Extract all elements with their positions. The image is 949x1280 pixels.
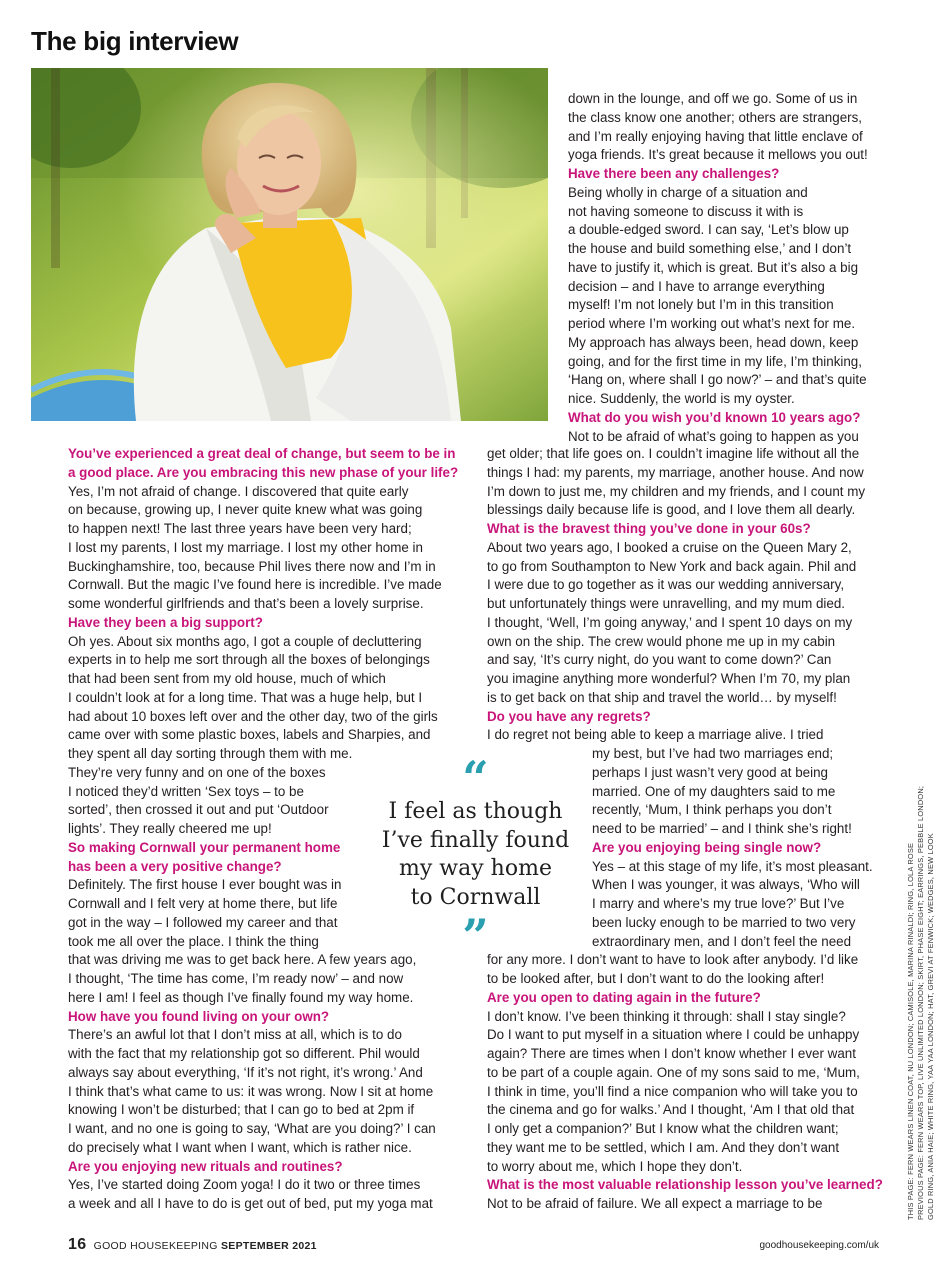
answer-line: extraordinary men, and I don’t feel the need <box>592 933 852 949</box>
answer-line: but unfortunately things were unravelling, and my mum died. <box>487 596 846 611</box>
answer-line: with the fact that my relationship got so different. Phil would <box>68 1046 420 1061</box>
answer-line: the house and build something else,’ and I don’t <box>568 241 852 256</box>
answer-line: to be part of a couple again. One of my sons said to me, ‘Mum, <box>487 1064 860 1080</box>
answer-line: you imagine anything more wonderful? When I’m 70, my plan <box>487 671 851 686</box>
answer-line: a double-edged sword. I can say, ‘Let’s blow up <box>568 222 849 238</box>
answer-line: took me all over the place. I think the thing <box>68 933 319 949</box>
answer-line: Cornwall. But the magic I’ve found here is incredible. I’ve made <box>68 577 442 593</box>
answer-line: that had been sent from my old house, much of which <box>68 671 386 686</box>
answer-line: Yes, I’m not afraid of change. I discovered that quite early <box>68 483 409 499</box>
answer-line: I thought, ‘The time has come, I’m ready now’ – and now <box>68 971 404 986</box>
answer-line: I think that’s what came to us: it was wrong. Now I sit at home <box>68 1083 434 1099</box>
open-quote-icon: “ <box>462 751 489 805</box>
answer-line: yoga friends. It’s great because it mellows you out! <box>568 147 868 163</box>
answer-line: Not to be afraid of failure. We all expect a marriage to be <box>487 1196 823 1211</box>
answer-line: I lost my parents, I lost my marriage. I lost my other home in <box>68 539 423 555</box>
answer-line: experts in to help me sort through all the boxes of belongings <box>68 652 430 668</box>
answer-line: Yes – at this stage of my life, it’s most pleasant. <box>592 858 873 874</box>
answer-line: Oh yes. About six months ago, I got a couple of decluttering <box>68 633 422 649</box>
answer-line: I thought, ‘Well, I’m going anyway,’ and I spent 10 days on my <box>487 614 853 630</box>
credits-line: PREVIOUS PAGE: FERN WEARS TOP, LIVE UNLIMITED LONDON; SKIRT, PHASE EIGHT; EARRINGS, PEBBLE LONDON; <box>916 785 925 1220</box>
pull-quote <box>378 751 573 963</box>
answer-line: I noticed they’d written ‘Sex toys – to be <box>68 783 304 799</box>
answer-line: Buckinghamshire, too, because Phil lives there now and I’m in <box>68 558 436 574</box>
answer-line: been lucky enough to be married to two very <box>592 914 856 930</box>
answer-line: They’re very funny and on one of the boxes <box>68 764 326 780</box>
answer-line: I only get a companion?’ But I know what the children want; <box>487 1121 839 1136</box>
answer-line: recently, ‘Mum, I think perhaps you don’t <box>592 802 832 818</box>
answer-line: own on the ship. The crew would phone me up in my cabin <box>487 633 836 649</box>
answer-line: Not to be afraid of what’s going to happen as you <box>568 428 859 444</box>
answer-line: the cinema and go for walks.’ And I thought, ‘Am I that old that <box>487 1102 855 1118</box>
answer-line: a week and all I have to do is get out of bed, put my yoga mat <box>68 1196 433 1211</box>
portrait-illustration <box>31 68 548 421</box>
pull-quote-line: to Cornwall <box>410 884 541 910</box>
answer-line: and say, ‘It’s curry night, do you want to come down?’ Can <box>487 652 832 668</box>
answer-line: to happen next! The last three years have been very hard; <box>68 521 412 536</box>
answer-line: I do regret not being able to keep a marriage alive. I tried <box>487 727 824 743</box>
question-line: What is the most valuable relationship lesson you’ve learned? <box>487 1177 883 1193</box>
answer-line: they want me to be settled, which I am. And they don’t want <box>487 1139 840 1155</box>
question-line: How have you found living on your own? <box>68 1008 330 1024</box>
answer-line: blessings daily because life is good, and I love them all dearly. <box>487 502 856 518</box>
pull-quote-line: I’ve finally found <box>381 827 570 853</box>
answer-line: married. One of my daughters said to me <box>592 783 836 799</box>
close-quote-icon: ” <box>462 909 489 963</box>
answer-line: again? There are times when I don’t know whether I ever want <box>487 1046 856 1061</box>
answer-line: get older; that life goes on. I couldn’t imagine life without all the <box>487 446 860 461</box>
answer-line: Being wholly in charge of a situation and <box>568 184 808 200</box>
answer-line: Yes, I’ve started doing Zoom yoga! I do it two or three times <box>68 1177 421 1193</box>
answer-line: that was driving me was to get back here. A few years ago, <box>68 952 417 968</box>
question-line: has been a very positive change? <box>68 858 282 874</box>
answer-line: My approach has always been, head down, keep <box>568 334 859 350</box>
right-top-column <box>568 90 898 446</box>
answer-line: decision – and I have to arrange everything <box>568 278 825 294</box>
question-line: Are you enjoying new rituals and routines? <box>68 1158 343 1174</box>
answer-line: nice. Suddenly, the world is my oyster. <box>568 391 795 406</box>
question-line: Do you have any regrets? <box>487 708 651 724</box>
magazine-name: GOOD HOUSEKEEPING <box>93 1240 218 1252</box>
credits-line: THIS PAGE: FERN WEARS LINEN COAT, NU LONDON; CAMISOLE, MARINA RINALDI; RING, LOLA ROSE <box>906 842 915 1220</box>
question-line: Are you enjoying being single now? <box>592 839 822 855</box>
answer-line: lights’. They really cheered me up! <box>68 821 272 836</box>
answer-line: ‘Hang on, where shall I go now?’ – and that’s quite <box>568 372 867 388</box>
pull-quote-line: my way home <box>399 856 552 881</box>
answer-line: I’m down to just me, my children and my friends, and I count my <box>487 483 866 499</box>
answer-line: here I am! I feel as though I’ve finally found my way home. <box>68 989 414 1005</box>
pull-quote-line: I feel as though <box>388 799 563 824</box>
answer-line: some wonderful girlfriends and that’s been a lovely surprise. <box>68 596 424 611</box>
answer-line: came over with some plastic boxes, labels and Sharpies, and <box>68 727 431 743</box>
answer-line: There’s an awful lot that I don’t miss at all, which is to do <box>68 1027 402 1043</box>
question-line: So making Cornwall your permanent home <box>68 839 341 855</box>
answer-line: have to justify it, which is great. But it’s also a big <box>568 259 859 275</box>
answer-line: to worry about me, which I hope they don’t. <box>487 1158 743 1174</box>
answer-line: and I’m really enjoying having that little enclave of <box>568 128 863 144</box>
answer-line: need to be married’ – and I think she’s right! <box>592 821 852 836</box>
issue-date: SEPTEMBER 2021 <box>220 1240 317 1252</box>
answer-line: perhaps I just wasn’t very good at being <box>592 764 828 780</box>
answer-line: I couldn’t look at for a long time. That was a huge help, but I <box>68 689 423 705</box>
answer-line: When I was younger, it was always, ‘Who will <box>592 877 860 893</box>
question-line: What do you wish you’d known 10 years ago? <box>568 409 861 425</box>
answer-line: I want, and no one is going to say, ‘What are you doing?’ I can <box>68 1121 436 1136</box>
answer-line: got in the way – I followed my career and that <box>68 914 338 930</box>
answer-line: is to get back on that ship and travel the world… by myself! <box>487 689 837 705</box>
answer-line: About two years ago, I booked a cruise on the Queen Mary 2, <box>487 539 852 555</box>
answer-line: down in the lounge, and off we go. Some of us in <box>568 91 858 106</box>
question-line: What is the bravest thing you’ve done in your 60s? <box>487 521 811 536</box>
question-line: a good place. Are you embracing this new phase of your life? <box>68 464 459 480</box>
answer-line: going, and for the first time in my life, I’m thinking, <box>568 353 862 369</box>
answer-line: sorted’, then crossed it out and put ‘Outdoor <box>68 802 329 818</box>
photo-credits <box>906 750 936 1220</box>
answer-line: always say about everything, ‘If it’s not right, it’s wrong.’ And <box>68 1064 423 1080</box>
question-line: Have there been any challenges? <box>568 166 780 181</box>
portrait-photo <box>31 68 548 421</box>
answer-line: I marry and where’s my true love?’ But I’ve <box>592 896 845 911</box>
page-number: 16 <box>68 1236 87 1253</box>
answer-line: knowing I won’t be disturbed; that I can go to bed at 2pm if <box>68 1102 415 1118</box>
answer-line: Cornwall and I felt very at home there, but life <box>68 896 338 911</box>
answer-line: period where I’m working out what’s next for me. <box>568 316 856 331</box>
answer-line: to go from Southampton to New York and back again. Phil and <box>487 558 857 574</box>
answer-line: to be looked after, but I don’t want to do the looking after! <box>487 971 825 986</box>
question-line: Have they been a big support? <box>68 614 263 630</box>
answer-line: myself! I’m not lonely but I’m in this transition <box>568 297 834 313</box>
answer-line: I think in time, you’ll find a nice companion who will take you to <box>487 1083 858 1099</box>
question-line: You’ve experienced a great deal of change, but seem to be in <box>68 446 456 461</box>
answer-line: I don’t know. I’ve been thinking it through: shall I stay single? <box>487 1008 846 1024</box>
answer-line: the class know one another; others are strangers, <box>568 109 863 125</box>
answer-line: they spent all day sorting through them with me. <box>68 746 353 761</box>
answer-line: my best, but I’ve had two marriages end; <box>592 746 834 761</box>
answer-line: do precisely what I want when I want, which is rather nice. <box>68 1139 412 1155</box>
answer-line: things I had: my parents, my marriage, another house. And now <box>487 464 864 480</box>
question-line: Are you open to dating again in the future? <box>487 989 761 1005</box>
website-link[interactable]: goodhousekeeping.com/uk <box>759 1240 879 1251</box>
page-footer <box>68 1236 317 1254</box>
answer-line: on because, growing up, I never quite knew what was going <box>68 502 423 518</box>
credits-line: GOLD RING, ANIA HAIE; WHITE RING, YAA YAA LONDON; HAT, GREVI AT FENWICK; WEDGES, NEW LOOK <box>926 833 935 1220</box>
answer-line: for any more. I don’t want to have to look after anybody. I’d like <box>487 952 859 968</box>
answer-line: Do I want to put myself in a situation where I could be unhappy <box>487 1027 860 1043</box>
answer-line: not having someone to discuss it with is <box>568 203 804 219</box>
section-title: The big interview <box>31 26 239 56</box>
answer-line: Definitely. The first house I ever bought was in <box>68 877 342 893</box>
answer-line: I were due to go together as it was our wedding anniversary, <box>487 577 845 593</box>
answer-line: had about 10 boxes left over and the other day, two of the girls <box>68 708 438 724</box>
